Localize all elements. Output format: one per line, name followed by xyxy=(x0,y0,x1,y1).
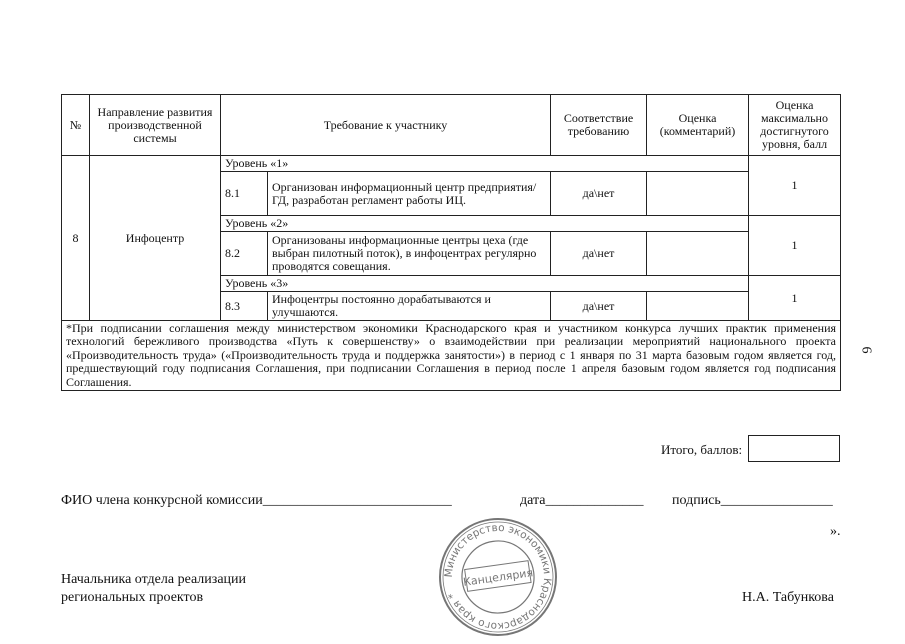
score-cell: 1 xyxy=(749,216,841,276)
requirement-code: 8.1 xyxy=(221,172,268,216)
compliance-cell: да\нет xyxy=(551,232,647,276)
header-max-score: Оценка максимально достигнутого уровня, балл xyxy=(749,95,841,156)
assessment-cell xyxy=(647,172,749,216)
header-compliance: Соответствие требованию xyxy=(551,95,647,156)
position-line-2: региональных проектов xyxy=(61,590,204,605)
footnote: *При подписании соглашения между министерством экономики Краснодарского края и участником конкурса лучших практик применения технологий бережливого производства «Путь к совершенству» о взаимодействии при реализации мероприятий национального проекта «Производительность труда» («Производительность труда и поддержка занятости») в период с 1 января по 31 марта базовым годом является год, предшествующий году подписания Соглашения, при подписании Соглашения в период после 1 апреля базовым годом является год подписания Соглашения. xyxy=(62,321,841,391)
table-header-row xyxy=(62,95,841,156)
header-assessment: Оценка (комментарий) xyxy=(647,95,749,156)
footnote-row xyxy=(62,321,841,391)
criteria-table xyxy=(61,94,841,391)
stamp-graphic xyxy=(436,515,560,639)
compliance-cell: да\нет xyxy=(551,172,647,216)
score-cell: 1 xyxy=(749,156,841,216)
level-row xyxy=(62,156,841,172)
office-stamp xyxy=(436,515,560,644)
stamp-inner-text: Канцелярия xyxy=(462,566,534,589)
total-input[interactable] xyxy=(748,435,840,462)
closing-quote: ». xyxy=(830,524,841,539)
stamp-outer-text: Министерство экономики Краснодарского края * xyxy=(442,521,554,633)
position-line-1: Начальника отдела реализации xyxy=(61,572,247,587)
requirement-text: Организованы информационные центры цеха (где выбран пилотный поток), в инфоцентрах регулярно проводятся совещания. xyxy=(268,232,551,276)
header-requirement: Требование к участнику xyxy=(221,95,551,156)
total-label: Итого, баллов: xyxy=(661,442,743,457)
assessment-cell xyxy=(647,232,749,276)
signatory-name: Н.А. Табункова xyxy=(742,590,834,605)
header-num: № xyxy=(62,95,90,156)
row-direction: Инфоцентр xyxy=(90,156,221,321)
signature-line: подпись________________ xyxy=(672,493,833,508)
score-cell: 1 xyxy=(749,276,841,321)
header-direction: Направление развития производственной системы xyxy=(90,95,221,156)
level-label: Уровень «3» xyxy=(221,276,749,292)
fio-line: ФИО члена конкурсной комиссии___________________________ xyxy=(61,493,452,508)
row-number: 8 xyxy=(62,156,90,321)
level-label: Уровень «1» xyxy=(221,156,749,172)
level-label: Уровень «2» xyxy=(221,216,749,232)
compliance-cell: да\нет xyxy=(551,292,647,321)
requirement-code: 8.3 xyxy=(221,292,268,321)
page-number: 6 xyxy=(858,346,874,354)
requirement-text: Организован информационный центр предприятия/ГД, разработан регламент работы ИЦ. xyxy=(268,172,551,216)
date-line: дата______________ xyxy=(520,493,644,508)
requirement-text: Инфоцентры постоянно дорабатываются и улучшаются. xyxy=(268,292,551,321)
assessment-cell xyxy=(647,292,749,321)
requirement-code: 8.2 xyxy=(221,232,268,276)
